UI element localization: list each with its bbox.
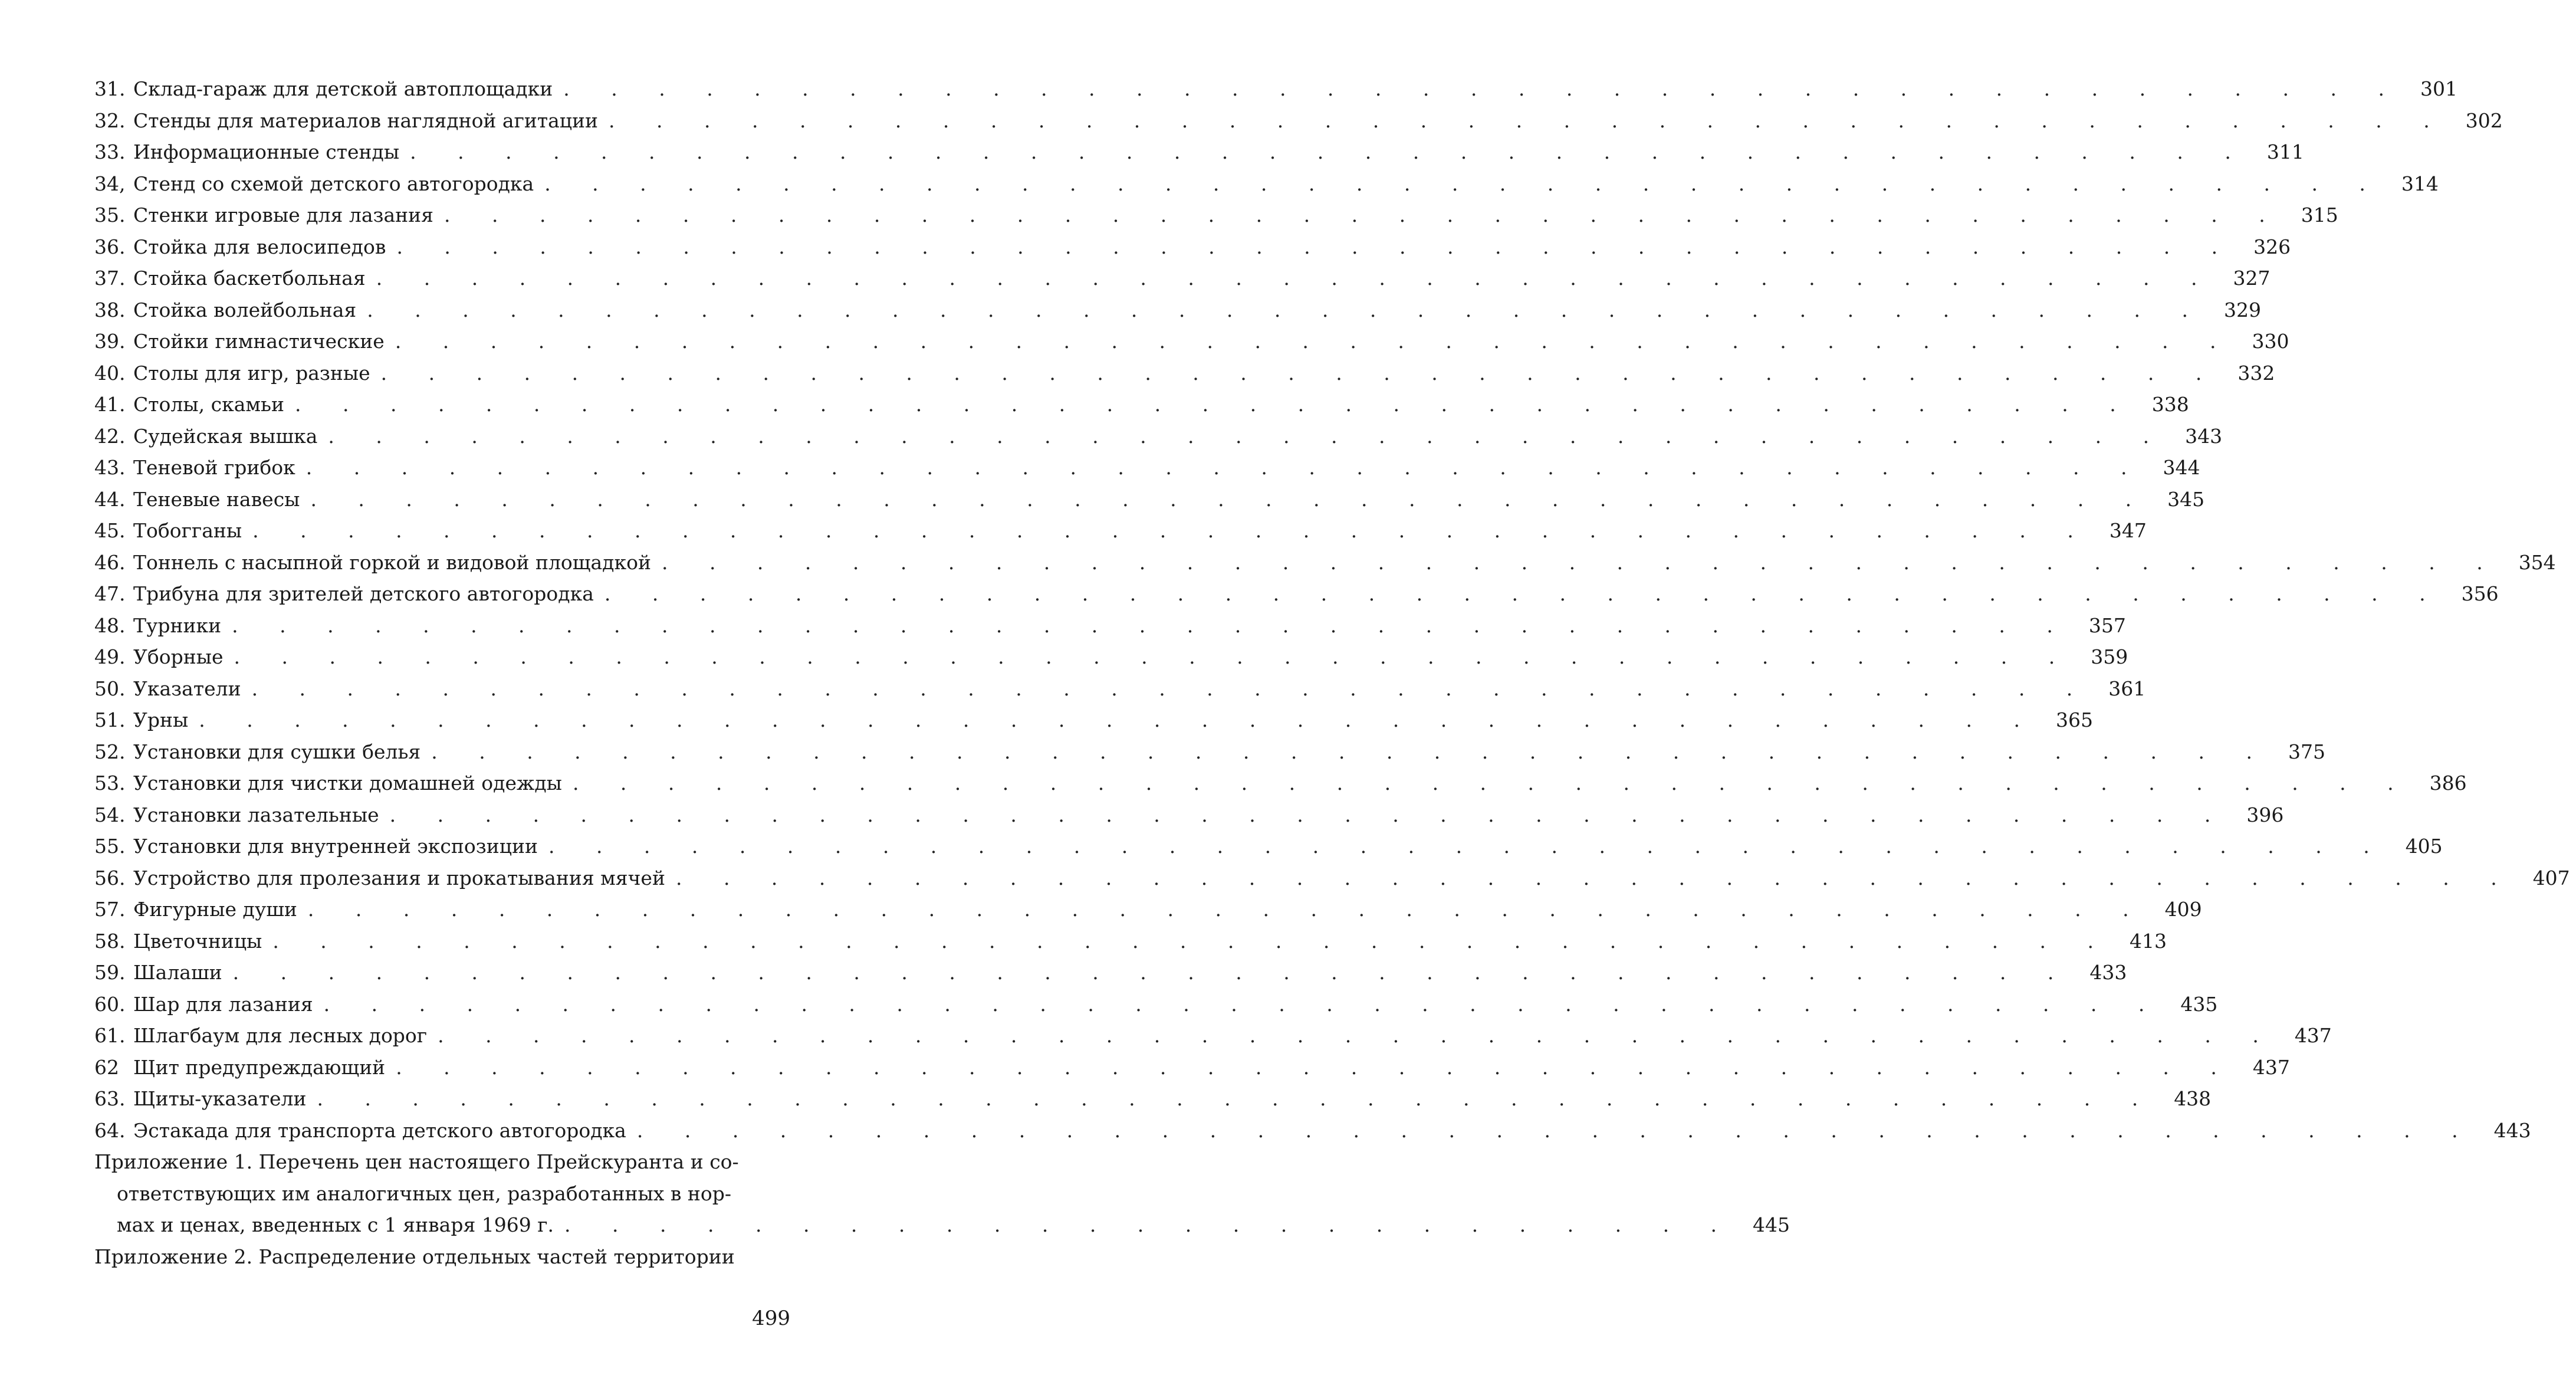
- toc-entry: [94, 357, 2275, 389]
- dot-leader: . . . . . . . . . . . . . . . . . . . . . . . . . . . . . . . . . . . . . . .: [232, 961, 2072, 984]
- toc-entry: [94, 231, 2291, 263]
- entry-page: 356: [2461, 582, 2499, 605]
- dot-leader: . . . . . . . . . . . . . . . . . . . . . . . . . . . . . . . . . . . . . . .: [251, 677, 2091, 700]
- entry-number: 37.: [94, 267, 126, 290]
- dot-leader: . . . . . . . . . . . . . . . . . . . . . . . . . . . . . . . . . . . . . . .: [295, 393, 2134, 416]
- entry-title: Трибуна для зрителей детского автогородка: [133, 582, 594, 605]
- entry-page: 396: [2246, 803, 2284, 826]
- entry-number: 42.: [94, 424, 126, 448]
- dot-leader: . . . . . . . . . . . . . . . . . . . . . . . . . . . . . . . . . . . . . . .: [328, 424, 2167, 448]
- appendix-1-entry: [94, 1146, 1790, 1241]
- toc-entry: [94, 641, 2128, 673]
- entry-number: 35.: [94, 204, 126, 227]
- entry-title: Щиты-указатели: [133, 1087, 307, 1110]
- dot-leader: . . . . . . . . . . . . . . . . . . . . . . . . . . . . . . . . . . . . . . .: [544, 172, 2383, 195]
- toc-entry: [94, 168, 2439, 200]
- entry-title: Столы, скамьи: [133, 393, 284, 416]
- toc-entry: [94, 1020, 2332, 1052]
- entry-page: 327: [2233, 267, 2271, 290]
- entry-title: Урны: [133, 708, 189, 731]
- toc-entry: [94, 547, 2556, 579]
- appendix-2-line-1: Приложение 2. Распределение отдельных частей территории: [94, 1245, 735, 1268]
- toc-entry: [94, 862, 2570, 894]
- toc-entry: [94, 136, 2304, 168]
- toc-entry: [94, 767, 2467, 799]
- entry-title: Стенды для материалов наглядной агитации: [133, 109, 599, 132]
- dot-leader: . . . . . . . . . . . . . . . . . . . . . . . . . . . . . . . . . . . . . . .: [431, 740, 2270, 763]
- entry-title: Установки для сушки белья: [133, 740, 421, 763]
- dot-leader: . . . . . . . . . . . . . . . . . . . . . . . . . . . . . . . . . . . . . . .: [609, 109, 2447, 132]
- entry-title: Установки для внутренней экспозиции: [133, 835, 538, 858]
- dot-leader: . . . . . . . . . . . . . . . . . . . . . . . . . . . . . . . . . . . . . . .: [234, 645, 2073, 668]
- dot-leader: . . . . . . . . . . . . . . . . . . . . . . . . . . . . . . . . . . . . . . .: [232, 613, 2071, 637]
- entry-number: 56.: [94, 866, 126, 890]
- toc-entry: [94, 389, 2189, 421]
- entry-page: 433: [2089, 961, 2127, 984]
- entry-number: 32.: [94, 109, 126, 132]
- dot-leader: . . . . . . . . . . . . . . . . . . . . . . . . . . . . . . . . . . . . . . .: [380, 361, 2220, 385]
- toc-entry: [94, 199, 2338, 231]
- toc-entry: [94, 105, 2503, 137]
- toc-entry: [94, 831, 2443, 862]
- table-of-contents: [94, 73, 2570, 1272]
- entry-number: 60.: [94, 992, 126, 1016]
- entry-title: Стенки игровые для лазания: [133, 204, 433, 227]
- dot-leader: . . . . . . . . . . . . . . . . . . . . . . . . . . . . . . . . . . . . . . .: [199, 708, 2038, 731]
- dot-leader: . . . . . . . . . . . . . . . . . . . . . . . . . . . . . . . . . . . . . . .: [317, 1087, 2156, 1110]
- entry-number: 46.: [94, 550, 126, 574]
- entry-page: 405: [2405, 835, 2443, 858]
- entry-page: 314: [2401, 172, 2439, 195]
- entry-title: Установки лазательные: [133, 803, 379, 826]
- toc-entry: [94, 894, 2202, 925]
- entry-page: 365: [2055, 708, 2093, 731]
- appendix-1-line-3: мах и ценах, введенных с 1 января 1969 г.: [117, 1213, 554, 1236]
- entry-page: 302: [2465, 109, 2503, 132]
- toc-entries: [94, 73, 2570, 1146]
- entry-title: Стойка волейбольная: [133, 298, 357, 321]
- entry-page: 332: [2237, 361, 2275, 385]
- dot-leader: . . . . . . . . . . . . . . . . . . . . . . . . . . . . . . . . . . . . . . .: [389, 803, 2229, 826]
- entry-number: 40.: [94, 361, 126, 385]
- toc-entry: [94, 673, 2146, 705]
- entry-page: 407: [2532, 866, 2570, 890]
- dot-leader: . . . . . . . . . . . . . . . . . . . . . . . . . . . . . . . . . . . . . . .: [307, 898, 2147, 921]
- entry-title: Шалаши: [133, 961, 222, 984]
- entry-title: Фигурные души: [133, 898, 297, 921]
- entry-title: Устройство для пролезания и прокатывания мячей: [133, 866, 665, 890]
- entry-page: 347: [2109, 519, 2147, 542]
- entry-page: 354: [2518, 550, 2556, 574]
- entry-page: 329: [2223, 298, 2261, 321]
- entry-page: 301: [2420, 77, 2457, 100]
- entry-title: Турники: [133, 613, 222, 637]
- entry-title: Цветочницы: [133, 929, 262, 953]
- entry-page: 437: [2252, 1055, 2290, 1079]
- entry-page: 361: [2108, 677, 2146, 700]
- entry-title: Столы для игр, разные: [133, 361, 370, 385]
- toc-entry: [94, 704, 2093, 736]
- toc-entry: [94, 421, 2223, 452]
- dot-leader: . . . . . . . . . . . . . . . . . . . . . . . . . . . . . . . . . . . . . . .: [636, 1118, 2476, 1142]
- toc-entry: [94, 326, 2289, 357]
- entry-number: 52.: [94, 740, 126, 763]
- dot-leader: . . . . . . . . . . . . . . . . . . . . . . . . . . . . . . . . . . . . . . .: [438, 1024, 2276, 1047]
- entry-page: 338: [2151, 393, 2189, 416]
- toc-entry: [94, 736, 2325, 768]
- dot-leader: . . . . . . . . . . . . . . . . . . . . . . . . . . . . . . . . . . . . . . .: [396, 235, 2236, 258]
- entry-number: 55.: [94, 835, 126, 858]
- dot-leader: . . . . . . . . . . . . . . . . . . . . . . . . . . . . . . . . . . . . . . .: [252, 519, 2091, 542]
- entry-title: Склад-гараж для детской автоплощадки: [133, 77, 553, 100]
- entry-number: 59.: [94, 961, 126, 984]
- page-number: 499: [752, 1307, 790, 1330]
- entry-page: 409: [2164, 898, 2202, 921]
- entry-title: Тобогганы: [133, 519, 242, 542]
- dot-leader: . . . . . . . . . . . . . . . . . . . . . . . . . . . . . . . . . . . . . . .: [305, 456, 2145, 479]
- entry-title: Теневые навесы: [133, 487, 300, 511]
- entry-title: Шлагбаум для лесных дорог: [133, 1024, 428, 1047]
- entry-title: Стойка для велосипедов: [133, 235, 386, 258]
- entry-page: 315: [2301, 204, 2338, 227]
- entry-number: 58.: [94, 929, 126, 953]
- entry-title: Стойка баскетбольная: [133, 267, 366, 290]
- entry-title: Стенд со схемой детского автогородка: [133, 172, 534, 195]
- dot-leader: . . . . . . . . . . . . . . . . . . . . . . . . . . . . . . . . . . . . . . .: [376, 267, 2215, 290]
- dot-leader: . . . . . . . . . . . . . . . . . . . . . . . . . . . . . . . . . . . . . . .: [272, 929, 2112, 953]
- entry-page: 330: [2252, 330, 2289, 353]
- entry-page: 343: [2185, 424, 2223, 448]
- dot-leader: . . . . . . . . . . . . . . . . . . . . . . . . . . . . . . . . . . . . . . .: [310, 487, 2150, 511]
- toc-entry: [94, 1052, 2290, 1084]
- entry-number: 44.: [94, 487, 126, 511]
- dot-leader: . . . . . . . . . . . . . . . . . . . . . . . . . . . . . . . . . . . . . . .: [444, 204, 2283, 227]
- appendix-1-line-2: ответствующих им аналогичных цен, разработанных в нор-: [117, 1181, 732, 1205]
- entry-number: 39.: [94, 330, 126, 353]
- dot-leader: . . . . . . . . . . . . . . . . . . . . . . . . . . . . . . . . . . . . . . .: [548, 835, 2387, 858]
- toc-entry: [94, 989, 2218, 1020]
- entry-title: Стойки гимнастические: [133, 330, 385, 353]
- entry-title: Указатели: [133, 677, 241, 700]
- dot-leader: . . . . . . . . . . . . . . . . . . . . . . . . . . . . . . . . . . . . . . .: [410, 140, 2249, 163]
- entry-title: Установки для чистки домашней одежды: [133, 772, 562, 795]
- dot-leader: . . . . . . . . . . . . . . . . . . . . . . . . . . . . . . . . . . . . . . .: [604, 582, 2443, 605]
- entry-number: 50.: [94, 677, 126, 700]
- appendix-2-entry: [94, 1241, 790, 1273]
- entry-number: 62: [94, 1055, 119, 1079]
- entry-page: 345: [2167, 487, 2205, 511]
- toc-entry: [94, 1115, 2531, 1147]
- entry-page: 326: [2253, 235, 2291, 258]
- entry-page: 344: [2163, 456, 2200, 479]
- entry-number: 63.: [94, 1087, 126, 1110]
- entry-number: 34,: [94, 172, 126, 195]
- toc-entry: [94, 610, 2126, 642]
- entry-number: 49.: [94, 645, 126, 668]
- entry-page: 359: [2091, 645, 2128, 668]
- entry-page: 375: [2288, 740, 2325, 763]
- entry-page: 438: [2174, 1087, 2212, 1110]
- dot-leader: . . . . . . . . . . . . . . . . . . . . . . . . . . . . . . . . . . . . . . .: [572, 772, 2411, 795]
- appendix-1-page: 445: [1753, 1213, 1790, 1236]
- dot-leader: . . . . . . . . . . . . . . . . . . . . . . . . . . . . . . . . . . . . . . .: [367, 298, 2206, 321]
- toc-entry: [94, 294, 2261, 326]
- dot-leader: . . . . . . . . . . . . . . . . . . . . . . . . . . . . . . . . . . . . . . .: [661, 550, 2501, 574]
- entry-number: 47.: [94, 582, 126, 605]
- toc-entry: [94, 484, 2205, 516]
- entry-number: 53.: [94, 772, 126, 795]
- entry-number: 48.: [94, 613, 126, 637]
- toc-entry: [94, 262, 2271, 294]
- entry-page: 311: [2266, 140, 2304, 163]
- entry-title: Тоннель с насыпной горкой и видовой площадкой: [133, 550, 651, 574]
- appendix-1-line-3-row: [94, 1209, 1790, 1241]
- entry-number: 57.: [94, 898, 126, 921]
- entry-title: Шар для лазания: [133, 992, 313, 1016]
- entry-number: 31.: [94, 77, 126, 100]
- entry-number: 45.: [94, 519, 126, 542]
- entry-page: 443: [2493, 1118, 2531, 1142]
- dot-leader: . . . . . . . . . . . . . . . . . . . . . . . . . . . . . . . . . . . . . . .: [563, 77, 2402, 100]
- entry-title: Информационные стенды: [133, 140, 400, 163]
- entry-number: 54.: [94, 803, 126, 826]
- dot-leader: . . . . . . . . . . . . . . . . . . . . . . . . . . . . . . . . . . . . . . .: [395, 330, 2234, 353]
- entry-number: 64.: [94, 1118, 126, 1142]
- toc-entry: [94, 452, 2200, 484]
- entry-title: Щит предупреждающий: [133, 1055, 386, 1079]
- entry-number: 51.: [94, 708, 126, 731]
- entry-page: 357: [2088, 613, 2126, 637]
- toc-entry: [94, 1083, 2212, 1115]
- toc-entry: [94, 957, 2127, 989]
- dot-leader: . . . . . . . . . . . . . . . . . . . . . . . . . . . . . . . . . . . . . . .: [323, 992, 2163, 1016]
- entry-page: 413: [2130, 929, 2167, 953]
- entry-number: 43.: [94, 456, 126, 479]
- toc-entry: [94, 73, 2457, 105]
- toc-entry: [94, 925, 2167, 957]
- dot-leader: . . . . . . . . . . . . . . . . . . . . . . . . . . . . . . . . . . . . . . .: [396, 1055, 2235, 1079]
- entry-page: 435: [2180, 992, 2218, 1016]
- appendix-1-line-1: Приложение 1. Перечень цен настоящего Прейскуранта и со-: [94, 1150, 739, 1173]
- entry-title: Теневой грибок: [133, 456, 295, 479]
- entry-number: 36.: [94, 235, 126, 258]
- toc-entry: [94, 578, 2499, 610]
- toc-entry: [94, 799, 2284, 831]
- entry-number: 33.: [94, 140, 126, 163]
- dot-leader: . . . . . . . . . . . . . . . . . . . . . . . . . . . . . . . . . . . . . . .: [675, 866, 2515, 890]
- toc-entry: [94, 515, 2147, 547]
- entry-number: 61.: [94, 1024, 126, 1047]
- entry-title: Судейская вышка: [133, 424, 318, 448]
- entry-number: 41.: [94, 393, 126, 416]
- entry-number: 38.: [94, 298, 126, 321]
- entry-title: Уборные: [133, 645, 224, 668]
- entry-title: Эстакада для транспорта детского автогородка: [133, 1118, 626, 1142]
- entry-page: 437: [2294, 1024, 2332, 1047]
- dot-leader: . . . . . . . . . . . . . . . . . . . . . . . . .: [564, 1213, 1735, 1236]
- entry-page: 386: [2429, 772, 2467, 795]
